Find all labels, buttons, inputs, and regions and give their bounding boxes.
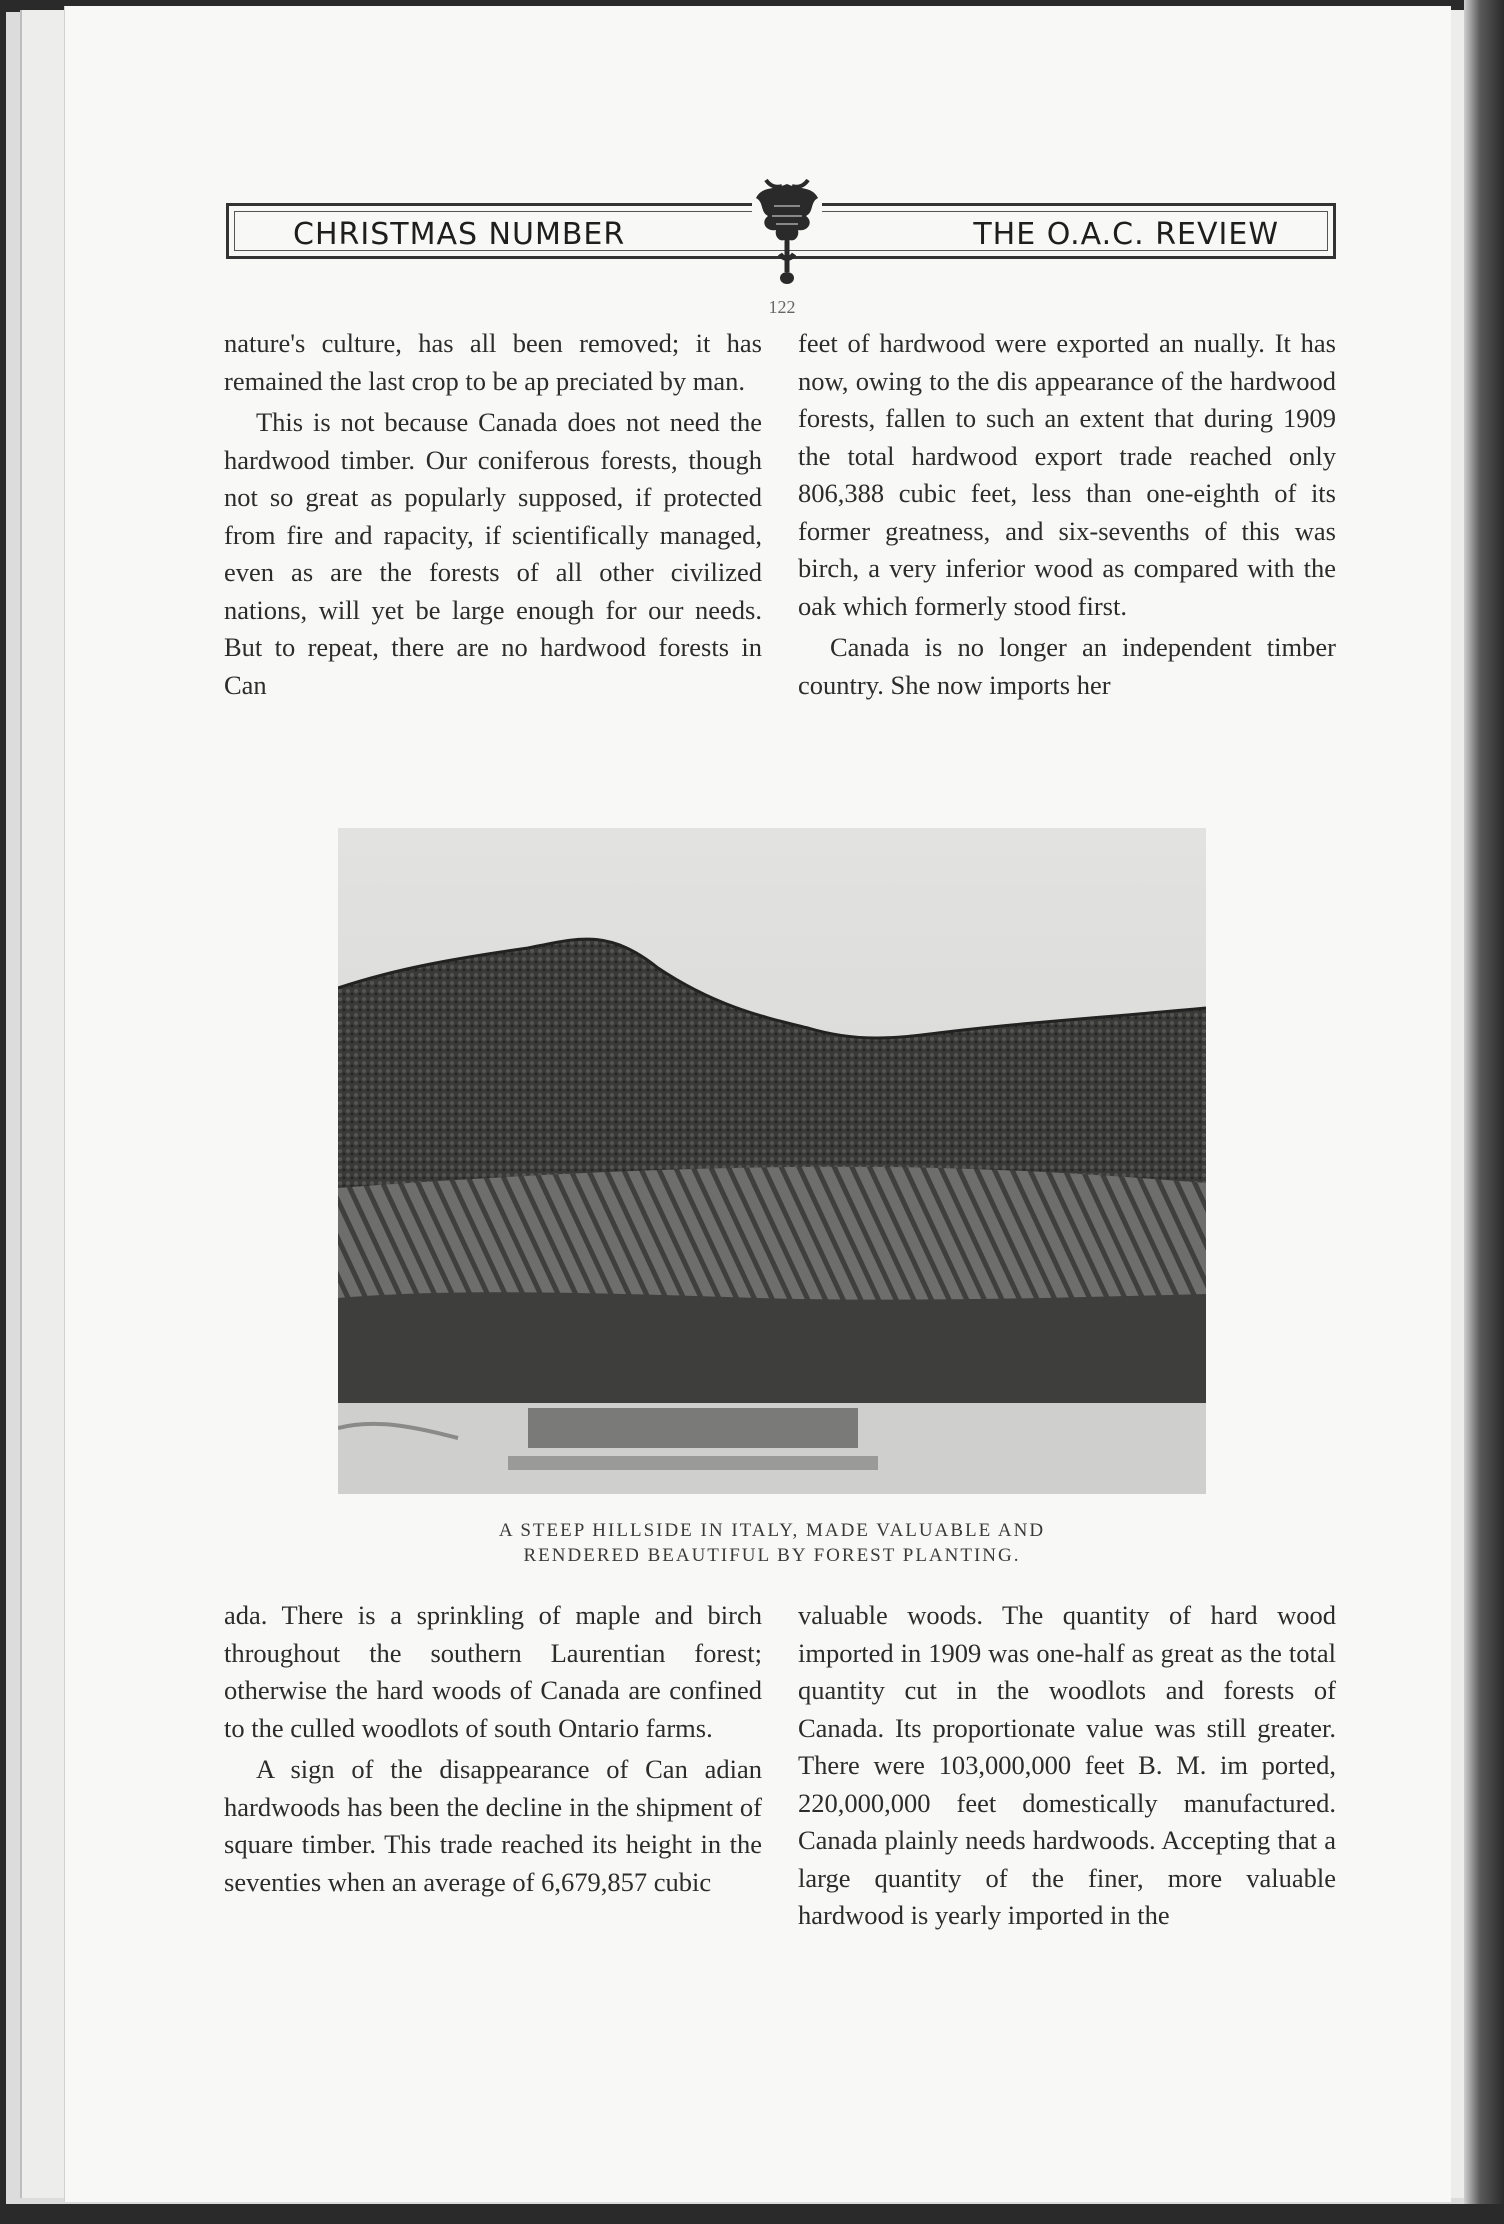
text-column-bottom-right <box>798 1597 1336 1935</box>
paragraph: nature's culture, has all been removed; it has remained the last crop to be ap preciated by man. <box>224 328 762 396</box>
page-number: 122 <box>768 297 796 317</box>
text-column-top-left <box>224 325 762 704</box>
header-title-left: CHRISTMAS NUMBER <box>293 217 626 252</box>
text-column-top-right <box>798 325 1336 704</box>
caption-line: RENDERED BEAUTIFUL BY FOREST PLANTING. <box>523 1545 1021 1566</box>
paragraph: A sign of the disappearance of Can adian hardwoods has been the decline in the shipment of square timber. This trade reached its height in the seventies when an average of 6,679,857 cubic <box>224 1754 762 1897</box>
paragraph: valuable woods. The quantity of hard wood imported in 1909 was one-half as great as the total quantity cut in the woodlots and forests of Canada. Its proportionate value was still greater. There were 103,000,000 feet B. M. im ported, 220,000,000 feet domestically manufactured. Canada plainly needs hardwoods. Accepting that a large quantity of the finer, more valuable hardwood is yearly imported in the <box>798 1600 1336 1930</box>
photo-caption <box>330 1518 1214 1568</box>
scan-border-bottom <box>0 2204 1504 2224</box>
forest-hillside-photo <box>338 828 1206 1494</box>
paragraph: feet of hardwood were exported an nually. It has now, owing to the dis appearance of the hardwood forests, fallen to such an extent that during 1909 the total hardwood export trade reached only 806,388 cubic feet, less than one-eighth of its former greatness, and six-sevenths of this was birch, a very inferior wood as compared with the oak which formerly stood first. <box>798 328 1336 621</box>
paragraph: This is not because Canada does not need the hardwood timber. Our coniferous forests, though not so great as popularly supposed, if protected from fire and rapacity, if scientifically managed, even as are the forests of all other civilized nations, will yet be large enough for our needs. But to repeat, there are no hardwood forests in Can <box>224 407 762 700</box>
text-column-bottom-left <box>224 1597 762 1901</box>
scan-border-right <box>1464 0 1504 2224</box>
paragraph: Canada is no longer an independent timber country. She now imports her <box>798 632 1336 700</box>
caption-line: A STEEP HILLSIDE IN ITALY, MADE VALUABLE AND <box>498 1520 1046 1541</box>
paragraph: ada. There is a sprinkling of maple and birch throughout the southern Laurentian forest; otherwise the hard woods of Canada are confined to the culled woodlots of south Ontario farms. <box>224 1600 762 1743</box>
oak-leaf-emblem-icon <box>744 176 830 288</box>
header-title-right: THE O.A.C. REVIEW <box>973 217 1279 252</box>
